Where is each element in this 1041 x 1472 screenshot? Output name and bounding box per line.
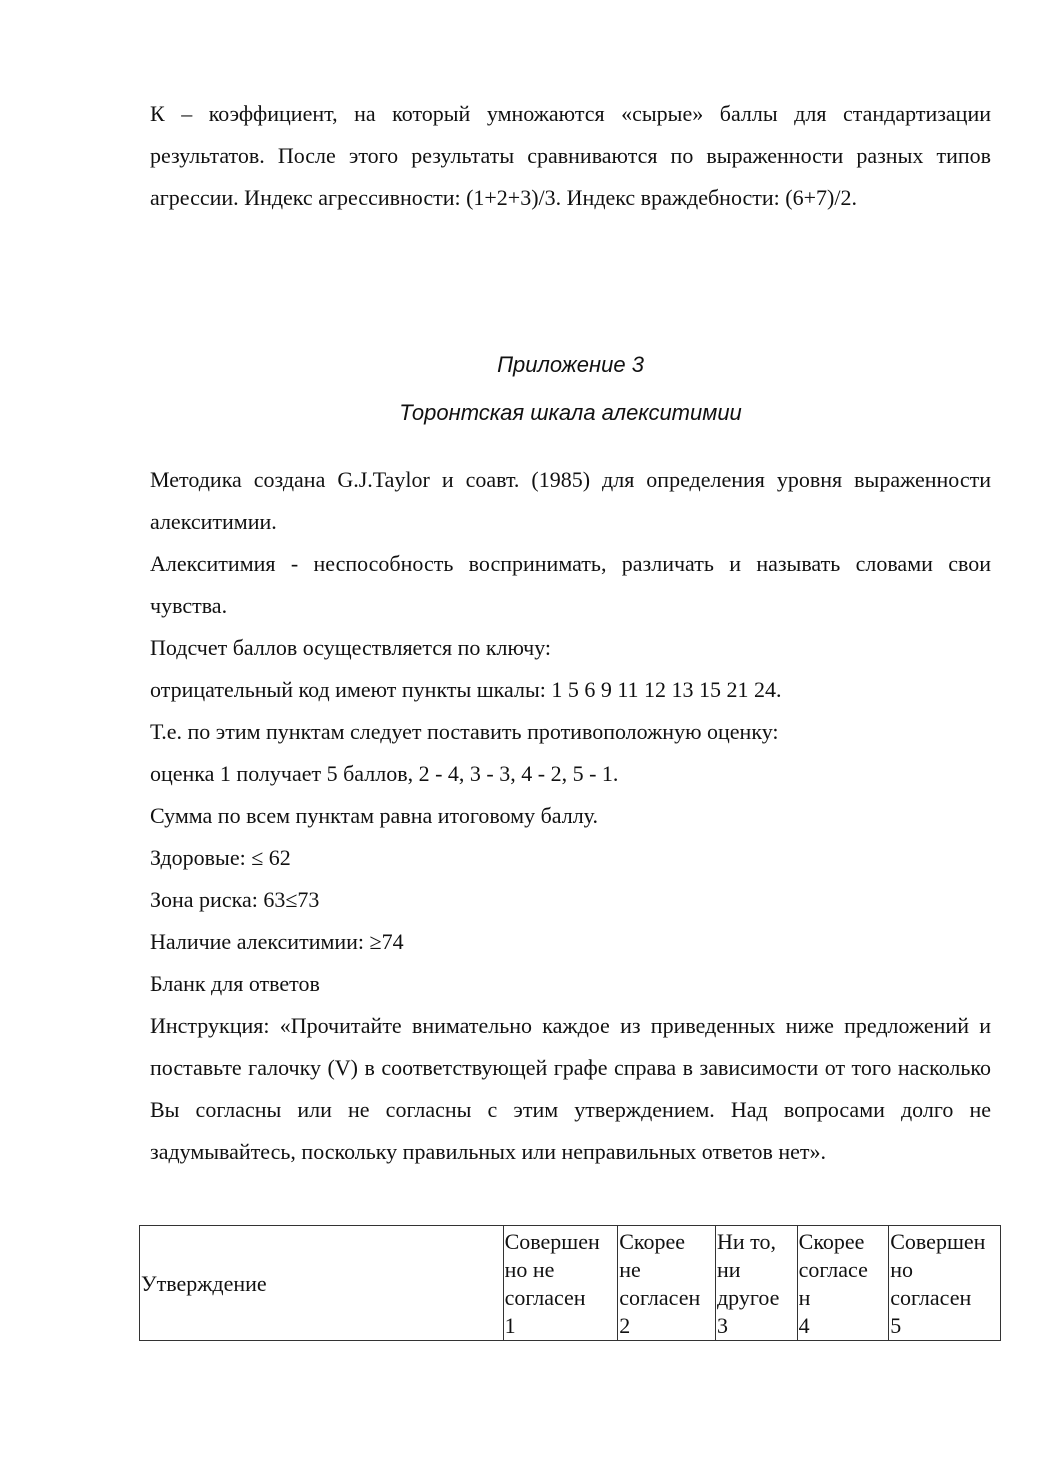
alexithymia-threshold: Наличие алекситимии: ≥74 — [150, 929, 404, 954]
healthy-threshold: Здоровые: ≤ 62 — [150, 845, 291, 870]
header-5-line-3: согласен — [890, 1285, 972, 1310]
scoring-coefficient-paragraph: К – коэффициент, на который умножаются «сырые» баллы для стандартизации результатов. После этого результаты сравниваются по выраженности разных типов агрессии. Индекс агрессивности: (1+2+3)/3. Индекс враждебности: (6+7)/2. — [150, 101, 991, 210]
header-2-line-3: согласен — [619, 1285, 701, 1310]
header-2-score: 2 — [619, 1313, 631, 1338]
answer-column-header-3 — [715, 1226, 797, 1341]
header-1-line-2: но не — [504, 1257, 555, 1282]
header-1-line-3: согласен — [504, 1285, 586, 1310]
reverse-values-line: оценка 1 получает 5 баллов, 2 - 4, 3 - 3, 4 - 2, 5 - 1. — [150, 761, 619, 786]
risk-zone-threshold: Зона риска: 63≤73 — [150, 887, 320, 912]
header-2-line-2: не — [619, 1257, 641, 1282]
instruction-paragraph: Инструкция: «Прочитайте внимательно каждое из приведенных ниже предложений и поставьте галочку (V) в соответствующей графе справа в зависимости от того насколько Вы согласны или не согласны с этим утверждением. Над вопросами долго не задумывайтесь, поскольку правильных или неправильных ответов нет». — [150, 1013, 991, 1164]
table-header-row — [140, 1226, 1001, 1341]
header-3-line-3: другое — [716, 1285, 780, 1310]
scoring-intro: Подсчет баллов осуществляется по ключу: — [150, 635, 552, 660]
answer-column-header-4 — [797, 1226, 889, 1341]
appendix-title: Торонтская шкала алекситимии — [399, 400, 742, 425]
negative-items-line: отрицательный код имеют пункты шкалы: 1 5 6 9 11 12 13 15 21 24. — [150, 677, 782, 702]
header-3-line-2: ни — [716, 1257, 741, 1282]
definition-paragraph: Алекситимия - неспособность воспринимать, различать и называть словами свои чувства. — [150, 551, 991, 618]
header-3-line-1: Ни то, — [716, 1229, 776, 1254]
appendix-label: Приложение 3 — [497, 352, 644, 377]
answer-form-label: Бланк для ответов — [150, 971, 320, 996]
answer-column-header-2 — [618, 1226, 716, 1341]
answer-column-header-1 — [503, 1226, 618, 1341]
header-3-score: 3 — [716, 1313, 728, 1338]
header-5-line-1: Совершен — [890, 1229, 986, 1254]
header-1-score: 1 — [504, 1313, 516, 1338]
header-4-score: 4 — [798, 1313, 810, 1338]
method-description — [150, 459, 991, 1173]
answer-table — [139, 1225, 1001, 1341]
header-1-line-1: Совершен — [504, 1229, 600, 1254]
header-4-line-1: Скорее — [798, 1229, 865, 1254]
method-paragraph: Методика создана G.J.Taylor и соавт. (1985) для определения уровня выраженности алекситимии. — [150, 467, 991, 534]
header-4-line-3: н — [798, 1285, 811, 1310]
header-2-line-1: Скорее — [619, 1229, 686, 1254]
sum-note-line: Сумма по всем пунктам равна итоговому баллу. — [150, 803, 598, 828]
reverse-note-line: Т.е. по этим пунктам следует поставить противоположную оценку: — [150, 719, 779, 744]
header-5-score: 5 — [890, 1313, 902, 1338]
answer-column-header-5 — [889, 1226, 1001, 1341]
header-5-line-2: но — [890, 1257, 914, 1282]
header-4-line-2: согласе — [798, 1257, 868, 1282]
statement-header: Утверждение — [140, 1226, 504, 1341]
